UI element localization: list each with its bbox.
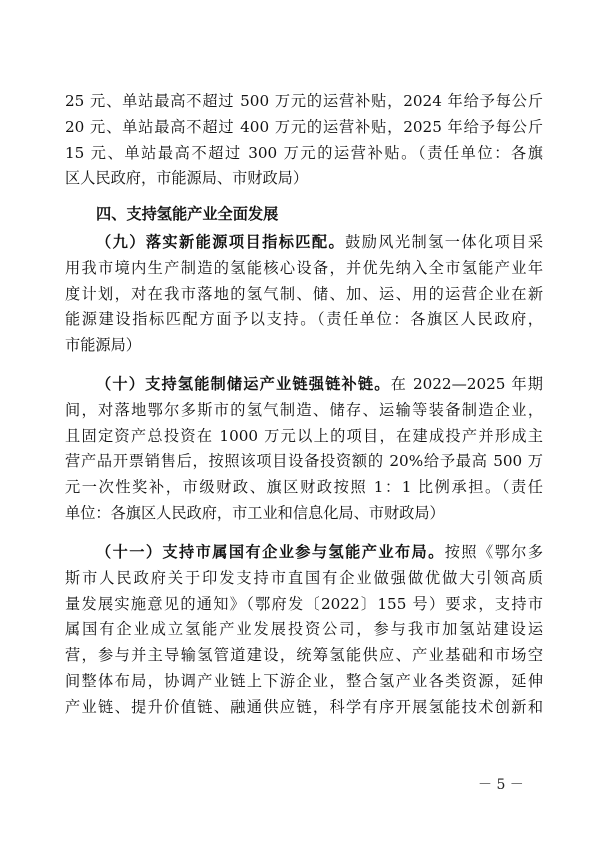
paragraph-text: 按照《鄂尔多 <box>444 543 543 561</box>
text-line: 单位：各旗区人民政府，市工业和信息化局、市财政局） <box>65 503 445 522</box>
text-line: 量发展实施意见的通知》（鄂府发〔2022〕155 号）要求，支持市 <box>65 594 543 613</box>
paragraph-text: 鼓励风光制氢一体化项目采 <box>345 233 543 251</box>
text-line-first <box>65 230 543 256</box>
text-line: 用我市境内生产制造的氢能核心设备，并优先纳入全市氢能产业年 <box>65 258 543 277</box>
text-line: 能源建设指标匹配方面予以支持。（责任单位：各旗区人民政府， <box>65 310 543 329</box>
text-line: 营产品开票销售后，按照该项目设备投资额的 20%给予最高 500 万 <box>65 452 543 471</box>
paragraph-lead: （九）落实新能源项目指标匹配。 <box>96 233 346 251</box>
paragraph-lead: （十）支持氢能制储运产业链强链补链。 <box>96 375 391 393</box>
paragraph-lead: （十一）支持市属国有企业参与氢能产业布局。 <box>96 543 445 561</box>
section-heading: 四、支持氢能产业全面发展 <box>96 205 279 223</box>
paragraph-10 <box>65 372 543 527</box>
paragraph-9 <box>65 230 543 359</box>
paragraph-continued <box>65 89 543 192</box>
text-line: 25 元、单站最高不超过 500 万元的运营补贴，2024 年给予每公斤 <box>65 92 543 110</box>
text-line: 市能源局） <box>65 336 141 355</box>
text-line: 区人民政府，市能源局、市财政局） <box>65 169 308 188</box>
text-line: 斯市人民政府关于印发支持市直国有企业做强做优做大引领高质 <box>65 568 543 587</box>
paragraph-text: 在 2022—2025 年期 <box>390 375 543 393</box>
text-line: 产业链、提升价值链、融通供应链，科学有序开展氢能技术创新和 <box>65 697 543 716</box>
page-number: － 5 － <box>478 777 524 793</box>
text-line-first <box>65 372 543 398</box>
text-line: 且固定资产总投资在 1000 万元以上的项目，在建成投产并形成主 <box>65 426 543 445</box>
text-line: 间，对落地鄂尔多斯市的氢气制造、储存、运输等装备制造企业， <box>65 400 543 419</box>
text-line: 营，参与并主导输氢管道建设，统筹氢能供应、产业基础和市场空 <box>65 646 543 665</box>
text-line: 20 元、单站最高不超过 400 万元的运营补贴，2025 年给予每公斤 <box>65 117 543 136</box>
text-line: 15 元、单站最高不超过 300 万元的运营补贴。（责任单位：各旗 <box>65 143 543 162</box>
text-line: 元一次性奖补，市级财政、旗区财政按照 1：1 比例承担。（责任 <box>65 478 543 497</box>
text-line: 度计划，对在我市落地的氢气制、储、加、运、用的运营企业在新 <box>65 284 543 303</box>
paragraph-11 <box>65 540 543 721</box>
text-line-first <box>65 540 543 566</box>
text-line: 属国有企业成立氢能产业发展投资公司，参与我市加氢站建设运 <box>65 620 543 639</box>
text-line: 间整体布局，协调产业链上下游企业，整合氢产业各类资源，延伸 <box>65 671 543 690</box>
